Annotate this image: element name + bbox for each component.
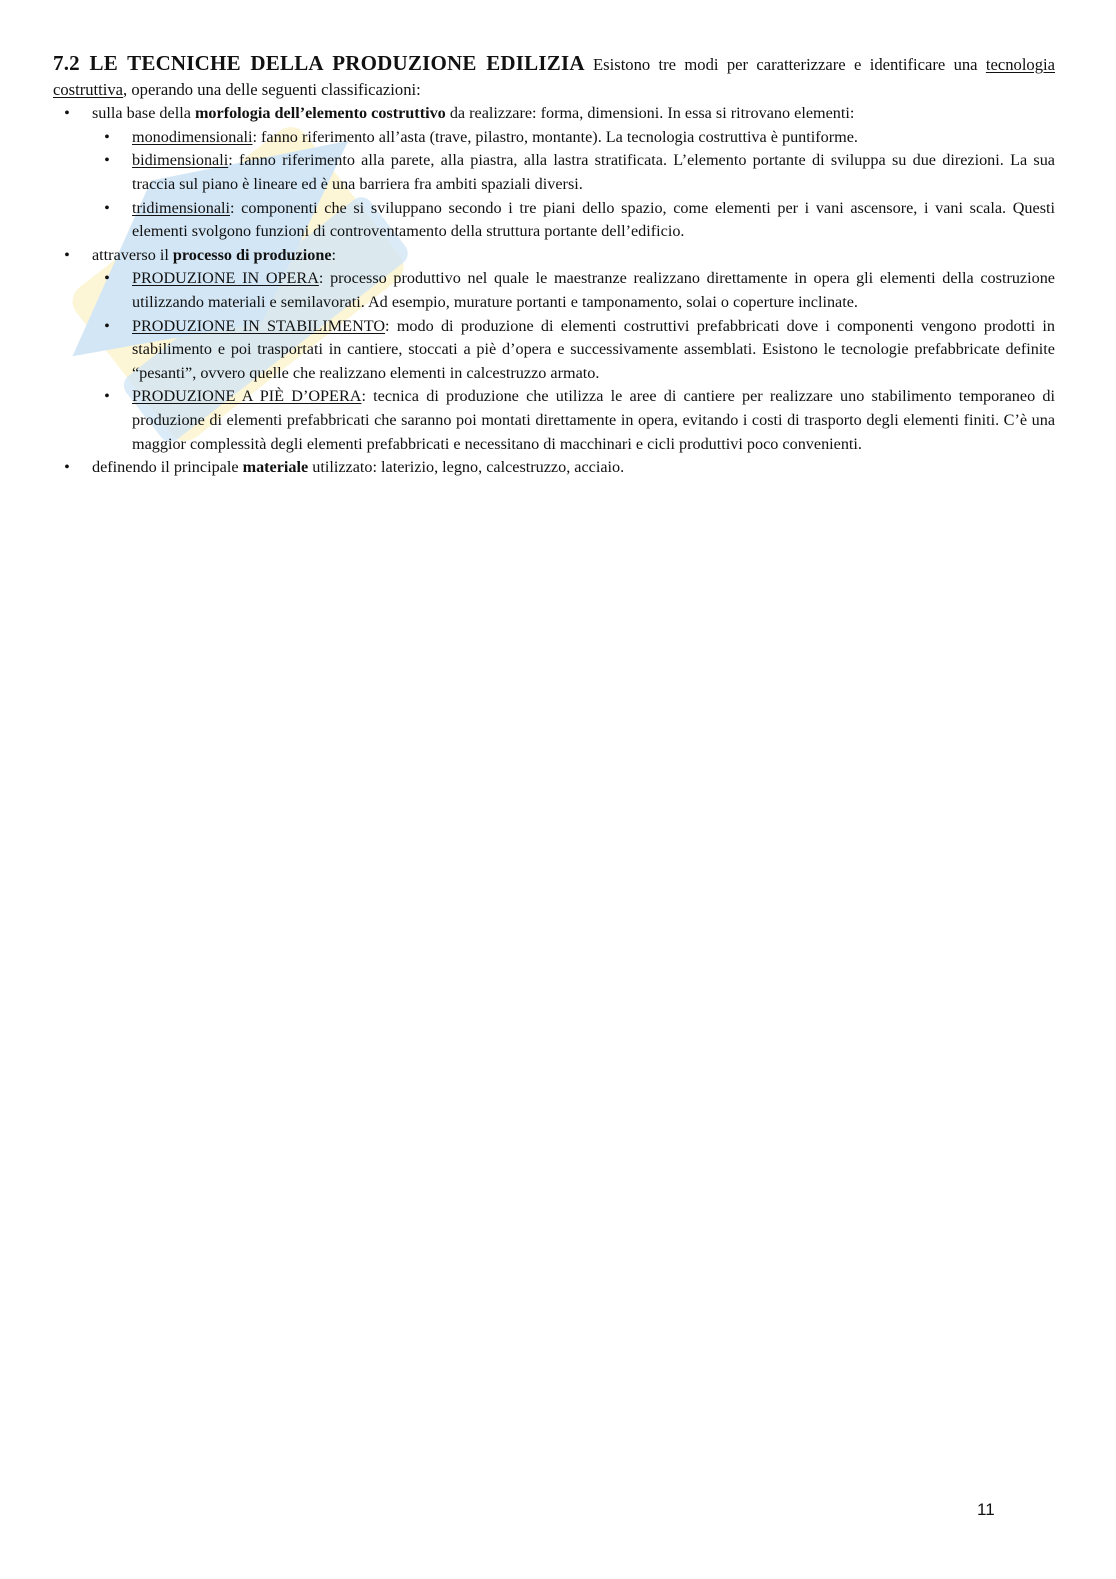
morphology-sublist: [92, 126, 1055, 244]
document-body: [53, 52, 1055, 480]
intro-underlined-term: tecnologia costruttiva: [53, 55, 1056, 99]
criterion-bold: morfologia dell’elemento costruttivo: [194, 104, 446, 123]
section-intro: [53, 52, 1055, 102]
bullet-icon: •: [104, 316, 110, 335]
section-heading: 7.2 LE TECNICHE DELLA PRODUZIONE EDILIZIA: [53, 51, 585, 75]
item-term: monodimensionali: [132, 127, 253, 146]
item-term: PRODUZIONE IN STABILIMENTO: [132, 316, 386, 335]
criterion-post: da realizzare: forma, dimensioni. In essa si ritrovano elementi:: [445, 104, 855, 123]
item-text: : componenti che si sviluppano secondo i tre piani dello spazio, come elementi per i vani ascensore, i vani scala. Questi elementi svolgono funzioni di controventamento della struttura portante dell’edificio.: [132, 198, 1055, 241]
classification-list: [53, 102, 1055, 480]
criterion-post: :: [331, 245, 337, 264]
criterion-pre: attraverso il: [92, 245, 173, 264]
criterion-morphology: [53, 102, 1055, 244]
intro-text: Esistono tre modi per caratterizzare e identificare una: [584, 55, 986, 74]
item-term: PRODUZIONE A PIÈ D’OPERA: [132, 387, 362, 406]
list-item-produzione-a-pie-dopera: [92, 385, 1055, 456]
list-item-produzione-in-stabilimento: [92, 315, 1055, 386]
item-text: : fanno riferimento all’asta (trave, pilastro, montante). La tecnologia costruttiva è puntiforme.: [252, 127, 858, 146]
criterion-bold: processo di produzione: [172, 245, 332, 264]
criterion-production-process: [53, 244, 1055, 456]
bullet-icon: •: [104, 387, 110, 406]
bullet-icon: •: [104, 269, 110, 288]
criterion-pre: definendo il principale: [92, 458, 243, 477]
intro-text-end: , operando una delle seguenti classificazioni:: [123, 79, 421, 99]
item-text: : processo produttivo nel quale le maestranze realizzano direttamente in opera gli elementi della costruzione utilizzando materiali e semilavorati. Ad esempio, murature portanti e tamponamento, solai o coperture inclinate.: [132, 269, 1055, 311]
list-item-tridimensionali: [92, 197, 1055, 244]
item-text: : tecnica di produzione che utilizza le aree di cantiere per realizzare uno stabilimento temporaneo di produzione di elementi prefabbricati che saranno poi montati direttamente in opera, evitando i costi di trasporto degli elementi finiti. C’è una maggior complessità degli elementi prefabbricati e necessitano di macchinari e cicli produttivi poco convenienti.: [132, 387, 1055, 453]
bullet-icon: •: [104, 127, 110, 146]
criterion-bold: materiale: [242, 458, 309, 477]
item-text: : modo di produzione di elementi costruttivi prefabbricati dove i componenti vengono prodotti in stabilimento e poi trasportati in cantiere, stoccati a piè d’opera e successivamente assemblati. Esistono le tecnologie prefabbricate definite “pesanti”, ovvero quelle che realizzano elementi in calcestruzzo armato.: [132, 316, 1055, 382]
bullet-icon: •: [64, 458, 70, 477]
criterion-pre: sulla base della: [92, 104, 195, 123]
bullet-icon: •: [104, 151, 110, 170]
list-item-produzione-in-opera: [92, 267, 1055, 314]
item-term: bidimensionali: [132, 151, 229, 170]
item-term: tridimensionali: [132, 198, 231, 217]
criterion-material: [53, 456, 1055, 480]
criterion-post: utilizzato: laterizio, legno, calcestruzzo, acciaio.: [308, 458, 625, 477]
bullet-icon: •: [64, 245, 70, 264]
item-text: : fanno riferimento alla parete, alla piastra, alla lastra stratificata. L’elemento portante di sviluppa su due direzioni. La sua traccia sul piano è lineare ed è una barriera fra ambiti spaziali diversi.: [132, 151, 1055, 193]
bullet-icon: •: [104, 198, 110, 217]
process-sublist: [92, 267, 1055, 456]
item-term: PRODUZIONE IN OPERA: [132, 269, 319, 288]
list-item-monodimensionali: [92, 126, 1055, 150]
page-number: 11: [977, 1500, 995, 1519]
list-item-bidimensionali: [92, 149, 1055, 196]
bullet-icon: •: [64, 104, 70, 123]
